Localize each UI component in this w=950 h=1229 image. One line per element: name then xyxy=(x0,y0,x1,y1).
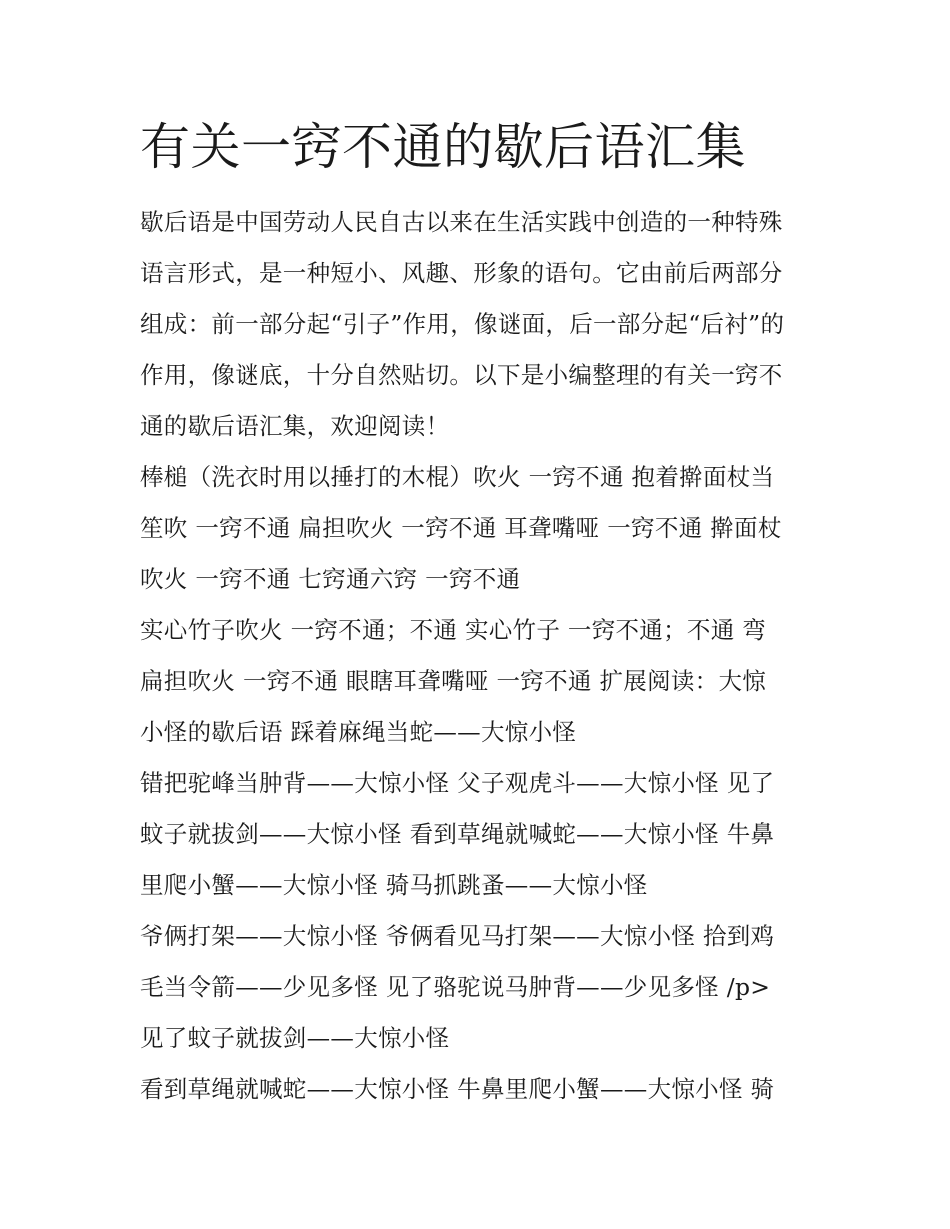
body-text-line: 蚊子就拔剑——大惊小怪 看到草绳就喊蛇——大惊小怪 牛鼻 xyxy=(140,820,775,848)
body-text-line: 棒槌（洗衣时用以捶打的木棍）吹火 一窍不通 抱着擀面杖当 xyxy=(140,463,775,491)
body-text-line: 语言形式，是一种短小、风趣、形象的语句。它由前后两部分 xyxy=(140,259,783,287)
body-text-line: 小怪的歇后语 踩着麻绳当蛇——大惊小怪 xyxy=(140,718,577,746)
body-text-line: 实心竹子吹火 一窍不通；不通 实心竹子 一窍不通；不通 弯 xyxy=(140,616,767,644)
body-text-line: 笙吹 一窍不通 扁担吹火 一窍不通 耳聋嘴哑 一窍不通 擀面杖 xyxy=(140,514,782,542)
body-text-line: 爷俩打架——大惊小怪 爷俩看见马打架——大惊小怪 拾到鸡 xyxy=(140,922,775,950)
body-text-line: 毛当令箭——少见多怪 见了骆驼说马肿背——少见多怪 /p> xyxy=(140,973,771,1001)
body-text-line: 见了蚊子就拔剑——大惊小怪 xyxy=(140,1024,450,1052)
body-text-line: 作用，像谜底，十分自然贴切。以下是小编整理的有关一窍不 xyxy=(140,361,783,389)
body-text-line: 通的歇后语汇集，欢迎阅读！ xyxy=(140,412,450,440)
body-text-line: 吹火 一窍不通 七窍通六窍 一窍不通 xyxy=(140,565,521,593)
body-text-line: 扁担吹火 一窍不通 眼瞎耳聋嘴哑 一窍不通 扩展阅读：大惊 xyxy=(140,667,767,695)
body-text-line: 组成：前一部分起“引子”作用，像谜面，后一部分起“后衬”的 xyxy=(140,310,785,338)
body-text-line: 看到草绳就喊蛇——大惊小怪 牛鼻里爬小蟹——大惊小怪 骑 xyxy=(140,1075,775,1103)
page-title: 有关一窍不通的歇后语汇集 xyxy=(140,118,746,176)
body-text-line: 错把驼峰当肿背——大惊小怪 父子观虎斗——大惊小怪 见了 xyxy=(140,769,775,797)
body-text-line: 歇后语是中国劳动人民自古以来在生活实践中创造的一种特殊 xyxy=(140,208,783,236)
body-text-line: 里爬小蟹——大惊小怪 骑马抓跳蚤——大惊小怪 xyxy=(140,871,648,899)
